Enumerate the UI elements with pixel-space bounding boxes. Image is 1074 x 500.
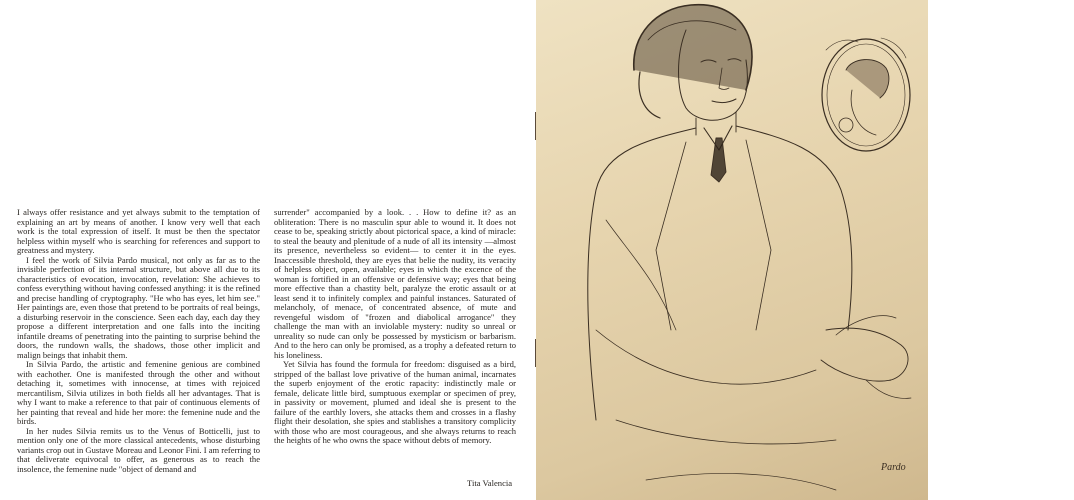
paragraph: I feel the work of Silvia Pardo musical, not only as far as to the invisible perfection of its internal structure, but above all due to its characteristics of evocation, invocation, revelation: She achieves to confess everything without having confessed anything: it is the refined and precise handling of cryptography. "He who has eyes, let him see." Her paintings are, even those that pretend to be portraits of real beings, a disturbing reservoir in the conscience. Seen each day, each day they propose a different interpretation and one falls into the inciting infantile dreams of penetrating into the painting to surprise behind the doors, the rundown walls, the shadows, those other implicit and malign beings that inhabit them. — [17, 254, 260, 360]
artist-signature: Pardo — [881, 462, 906, 473]
blank-margin — [928, 0, 1074, 500]
paragraph: surrender" accompanied by a look. . . How to define it? as an obliteration: There is no masculin spur able to wound it. It does not cease to be, speaking strictly about pictorical space, a kind of miracle: to steal the beauty and plenitude of a nude of all its intensity —almost its presence, nevertheless so evident— to center it in the eyes. Inaccessible threshold, they are eyes that belie the nudity, its veracity of helpless object, open, available; eyes in which the excence of the woman is fortified in an offensive or defensive way; eyes that being more effective than a chastity belt, paralyze the erotic assault or at least send it to infinitely complex and painful instances. Saturated of melancholy, of menace, of concentrated absence, of mute and revengeful wisdom of "frozen and diabolical arrogance" they challenge the man with an inviolable mystery: nudity so unreal or unreality so nude can only be possessed by mysticism or barbarism. And to the hero can only be promised, as a trophy a defeated return to his loneliness. — [274, 207, 516, 360]
paragraph: I always offer resistance and yet always submit to the temptation of explaining an art by means of another. I know very well that each work is the total expression of itself. It must be then the spectator helpless within myself who is searching for references and support to greatness and mystery. — [17, 207, 260, 256]
author-signature: Tita Valencia — [467, 478, 513, 488]
article-column-left — [17, 208, 260, 474]
paragraph: In her nudes Silvia remits us to the Venus of Botticelli, just to mention only one of the more classical antecedents, whose disturbing variants crop out in Gustave Moreau and Leonor Fini. I am referring to that deliverate equivocal to offer, as generous as to reach the insolence, the femenine nude "object of demand and — [17, 425, 260, 474]
paragraph: Yet Silvia has found the formula for freedom: disguised as a bird, stripped of the ballast love privative of the human animal, incarnates the superb enjoyment of the erotic rapacity: indistinctly male or female, delicate little bird, sumptuous exemplar or specimen of prey, in passivity or movement, plumed and ideal she is present to the failure of the earthly lovers, she attacks them and crosses in a flashy flight their desolation, she spies and stablishes a transitory complicity with those who are most courageous, and she always returns to reach the heights of he who owns the space without debts of memory. — [274, 359, 516, 446]
portrait-drawing — [536, 0, 928, 500]
portrait-drawing-icon — [536, 0, 928, 500]
paragraph: In Silvia Pardo, the artistic and femenine genious are combined with eachother. One is manifested through the other and without detaching it, sometimes with innocense, at times with rejoiced mercantilism, Silvia utilizes in both fields all her advantages. That is why I want to make a reference to that pair of continuous elements of her painting that reveal and hide her more: the femenine nude and the birds. — [17, 359, 260, 427]
article-column-right — [274, 208, 516, 446]
